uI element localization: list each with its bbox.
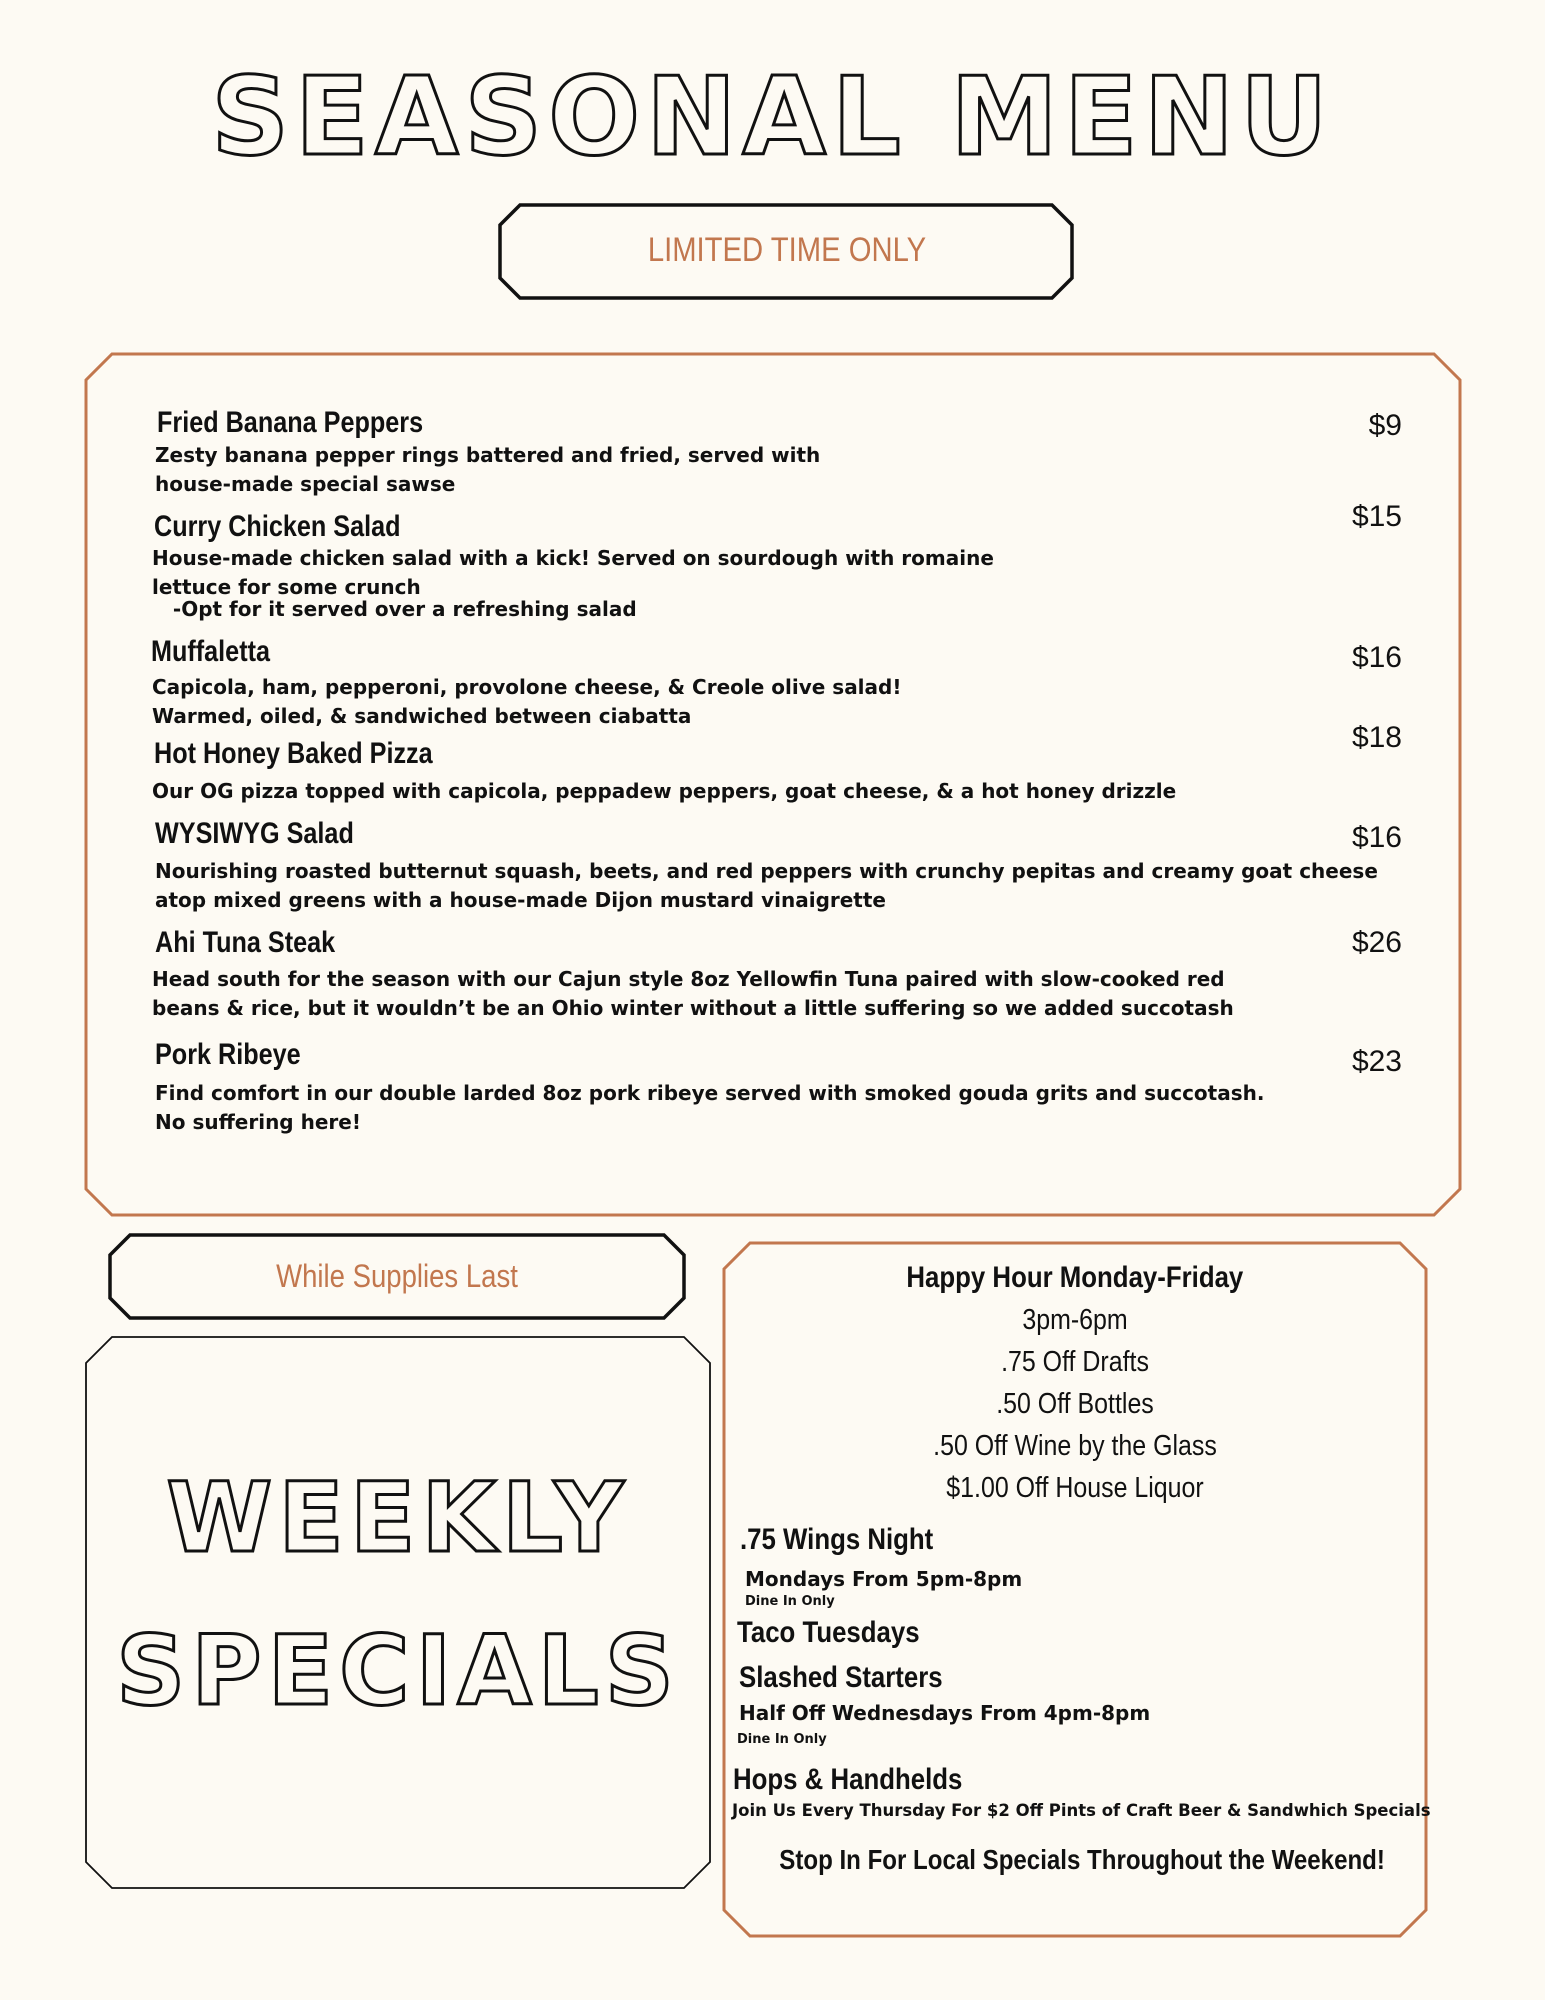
menu-item-desc: Zesty banana pepper rings battered and fried, served with: [155, 443, 821, 467]
menu-item-desc: Find comfort in our double larded 8oz pork ribeye served with smoked gouda grits and succotash.: [155, 1081, 1265, 1105]
happy-hour-line: .50 Off Bottles: [996, 1388, 1154, 1420]
wings-sub: Mondays From 5pm-8pm: [745, 1567, 1023, 1591]
tacos-title: Taco Tuesdays: [737, 1616, 920, 1649]
happy-hour-title: Happy Hour Monday-Friday: [906, 1261, 1244, 1294]
starters-sub: Half Off Wednesdays From 4pm-8pm: [739, 1701, 1151, 1725]
menu-item-price: $18: [1351, 721, 1402, 754]
menu-item-name: Fried Banana Peppers: [157, 406, 424, 439]
menu-item-desc: atop mixed greens with a house-made Dijon mustard vinaigrette: [155, 888, 886, 912]
menu-item-price: $9: [1368, 409, 1402, 442]
menu-item-name: Curry Chicken Salad: [154, 510, 401, 543]
wings-note: Dine In Only: [745, 1594, 835, 1609]
menu-item-desc: Warmed, oiled, & sandwiched between ciabatta: [152, 704, 692, 728]
menu-item-desc: No suffering here!: [155, 1110, 361, 1134]
happy-hour-line: $1.00 Off House Liquor: [946, 1472, 1204, 1504]
menu-item-desc: -Opt for it served over a refreshing salad: [152, 597, 637, 621]
menu-item-name: Ahi Tuna Steak: [155, 926, 336, 959]
menu-item-desc: lettuce for some crunch: [152, 575, 421, 599]
starters-note: Dine In Only: [737, 1732, 827, 1747]
happy-hour-line: .50 Off Wine by the Glass: [933, 1430, 1217, 1462]
hops-title: Hops & Handhelds: [733, 1763, 963, 1796]
menu-item-desc: Nourishing roasted butternut squash, beets, and red peppers with crunchy pepitas and creamy goat cheese: [155, 859, 1378, 883]
weekly-title-line1: WEEKLY: [166, 1462, 630, 1574]
while-supplies-banner: While Supplies Last: [276, 1258, 518, 1294]
wings-title: .75 Wings Night: [740, 1523, 934, 1556]
menu-item-desc: House-made chicken salad with a kick! Served on sourdough with romaine: [152, 546, 994, 570]
menu-item-desc: Our OG pizza topped with capicola, peppadew peppers, goat cheese, & a hot honey drizzle: [152, 779, 1177, 803]
menu-item-desc: house-made special sawse: [155, 472, 456, 496]
menu-item-name: Hot Honey Baked Pizza: [154, 737, 433, 770]
menu-item-name: Muffaletta: [151, 635, 271, 668]
menu-item-desc: Head south for the season with our Cajun style 8oz Yellowfin Tuna paired with slow-cooked red: [152, 967, 1225, 991]
weekly-title-line2: SPECIALS: [116, 1615, 680, 1727]
page-title: SEASONAL MENU: [211, 55, 1334, 180]
weekly-box-frame: [86, 1337, 710, 1888]
menu-item-price: $26: [1351, 926, 1402, 959]
weekend-footer: Stop In For Local Specials Throughout the Weekend!: [779, 1844, 1385, 1875]
menu-item-name: WYSIWYG Salad: [155, 817, 354, 850]
limited-time-banner: LIMITED TIME ONLY: [647, 231, 927, 269]
menu-item-desc: Capicola, ham, pepperoni, provolone cheese, & Creole olive salad!: [152, 675, 902, 699]
happy-hour-line: .75 Off Drafts: [1001, 1346, 1149, 1378]
menu-item-name: Pork Ribeye: [155, 1038, 301, 1071]
menu-item-price: $16: [1351, 821, 1402, 854]
menu-item-desc: beans & rice, but it wouldn’t be an Ohio winter without a little suffering so we added succotash: [152, 996, 1234, 1020]
starters-title: Slashed Starters: [739, 1661, 943, 1694]
hops-sub: Join Us Every Thursday For $2 Off Pints of Craft Beer & Sandwhich Specials: [732, 1801, 1431, 1820]
menu-item-price: $16: [1351, 641, 1402, 674]
menu-item-price: $15: [1351, 500, 1402, 533]
happy-hour-line: 3pm-6pm: [1022, 1304, 1128, 1336]
menu-item-price: $23: [1351, 1045, 1402, 1078]
